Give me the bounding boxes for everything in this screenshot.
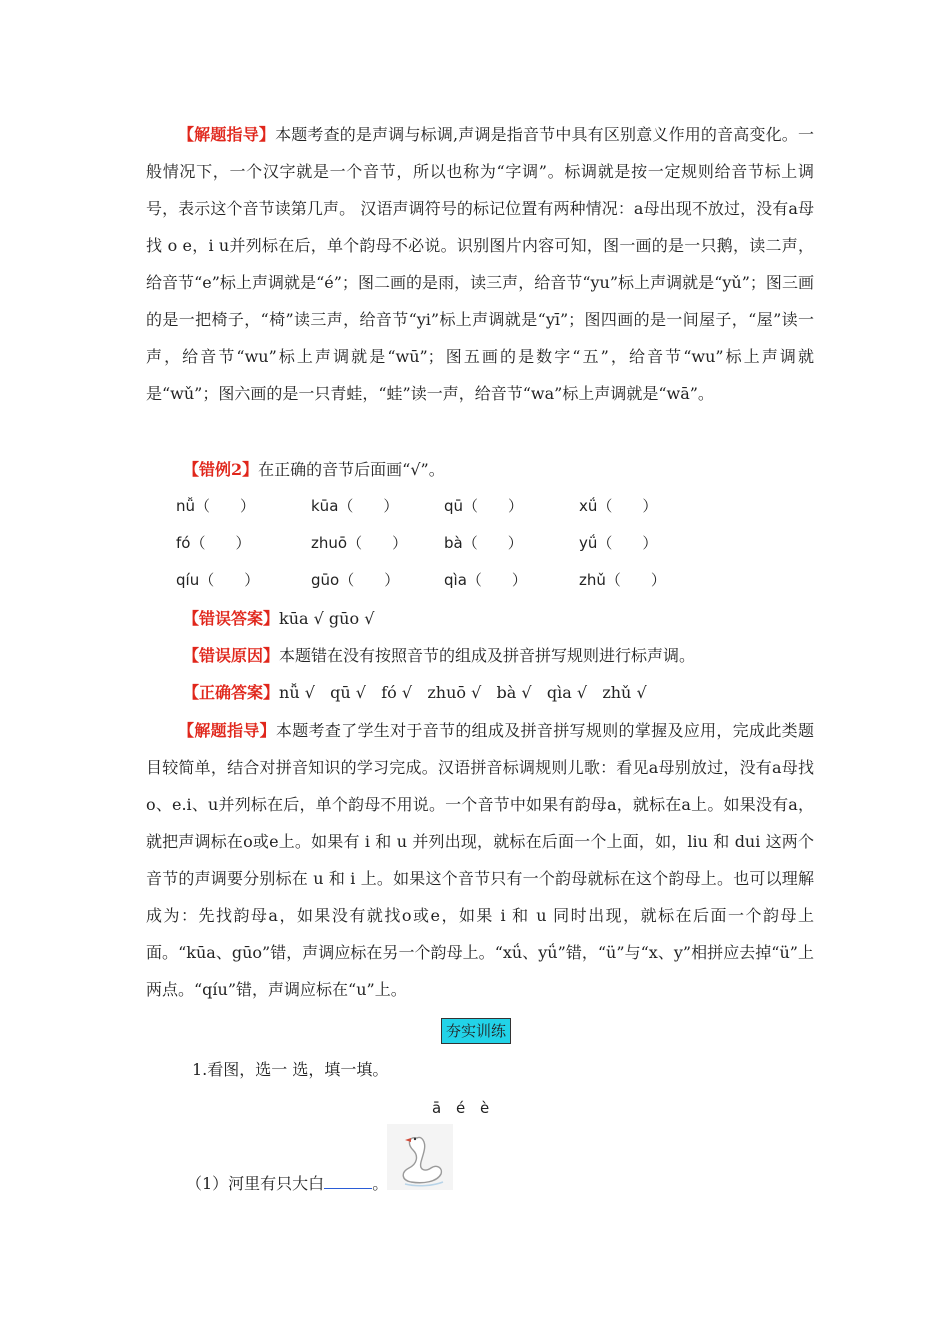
wrong-answer-line	[183, 607, 374, 631]
wrong-reason-tag: 【错误原因】	[183, 646, 280, 665]
fill-in-sentence	[186, 1172, 388, 1196]
correct-answer-text: nǚ √ qū √ fó √ zhuō √ bà √ qìa √ zhǔ √	[279, 683, 647, 702]
syllable-item: fó（ ）	[176, 534, 251, 552]
grid-row	[176, 495, 736, 532]
example-text: 在正确的音节后面画“√”。	[258, 460, 445, 479]
example-tag: 【错例2】	[183, 460, 259, 479]
grid-row	[176, 532, 736, 569]
pinyin-options: ā é è	[432, 1099, 490, 1117]
syllable-item: xǘ（ ）	[579, 497, 658, 515]
wrong-reason-line	[183, 644, 695, 668]
grid-row	[176, 569, 736, 606]
answer-blank[interactable]	[324, 1172, 372, 1189]
syllable-item: gūo（ ）	[311, 571, 400, 589]
guide-text: 本题考查了学生对于音节的组成及拼音拼写规则的掌握及应用，完成此类题目较简单，结合对拼音知识的学习完成。汉语拼音标调规则儿歌：看见a母别放过，没有a母找o、e.i、u并列标在后，单个韵母不用说。一个音节中如果有韵母a，就标在a上。如果没有a，就把声调标在o或e上。如果有 i 和 u 并列出现，就标在后面一个上面，如，liu 和 dui 这两个音节的声调要分别标在 u 和 i 上。如果这个音节只有一个韵母就标在这个韵母上。也可以理解成为：先找韵母a，如果没有就找o或e，如果 i 和 u 同时出现，就标在后面一个韵母上面。“kūa、gūo”错，声调应标在另一个韵母上。“xǘ、yǘ”错，“ü”与“x、y”相拼应去掉“ü”上两点。“qíu”错，声调应标在“u”上。	[146, 721, 814, 999]
wrong-reason-text: 本题错在没有按照音节的组成及拼音拼写规则进行标声调。	[279, 646, 696, 665]
swan-icon	[387, 1124, 453, 1190]
syllable-grid	[176, 495, 736, 606]
syllable-item: zhuō（ ）	[311, 534, 408, 552]
guide-text: 本题考查的是声调与标调,声调是指音节中具有区别意义作用的音高变化。一般情况下，一个汉字就是一个音节，所以也称为“字调”。标调就是按一定规则给音节标上调号，表示这个音节读第几声。 汉语声调符号的标记位置有两种情况：a母出现不放过，没有a母找 o e，i u并列标在后，单个韵母不必说。识别图片内容可知，图一画的是一只鹅，读二声，给音节“e”标上声调就是“é”；图二画的是雨，读三声，给音节“yu”标上声调就是“yǔ”；图三画的是一把椅子，“椅”读三声，给音节“yi”标上声调就是“yī”；图四画的是一间屋子，“屋”读一声，给音节“wu”标上声调就是“wū”；图五画的是数字“五”，给音节“wu”标上声调就是“wǔ”；图六画的是一只青蛙，“蛙”读一声，给音节“wa”标上声调就是“wā”。	[146, 125, 814, 403]
syllable-item: yǘ（ ）	[579, 534, 658, 552]
syllable-item: qū（ ）	[444, 497, 524, 515]
syllable-item: kūa（ ）	[311, 497, 399, 515]
syllable-item: qíu（ ）	[176, 571, 260, 589]
fill-suffix: 。	[372, 1174, 389, 1193]
syllable-item: qìa（ ）	[444, 571, 527, 589]
guide-paragraph-1	[146, 116, 814, 412]
fill-prefix: （1）河里有只大白	[186, 1174, 325, 1193]
syllable-item: zhǔ（ ）	[579, 571, 666, 589]
correct-answer-tag: 【正确答案】	[183, 683, 280, 702]
wrong-answer-tag: 【错误答案】	[183, 609, 280, 628]
syllable-item: bà（ ）	[444, 534, 523, 552]
guide-paragraph-2	[146, 712, 814, 1008]
guide-tag: 【解题指导】	[178, 721, 276, 740]
syllable-item: nǚ（ ）	[176, 497, 256, 515]
guide-tag: 【解题指导】	[178, 125, 276, 144]
section-heading: 夯实训练	[441, 1018, 511, 1044]
correct-answer-line	[183, 681, 647, 705]
question-text: 1.看图，选一 选，填一填。	[192, 1060, 389, 1079]
wrong-answer-text: kūa √ gūo √	[279, 609, 375, 628]
example-line	[183, 458, 445, 482]
